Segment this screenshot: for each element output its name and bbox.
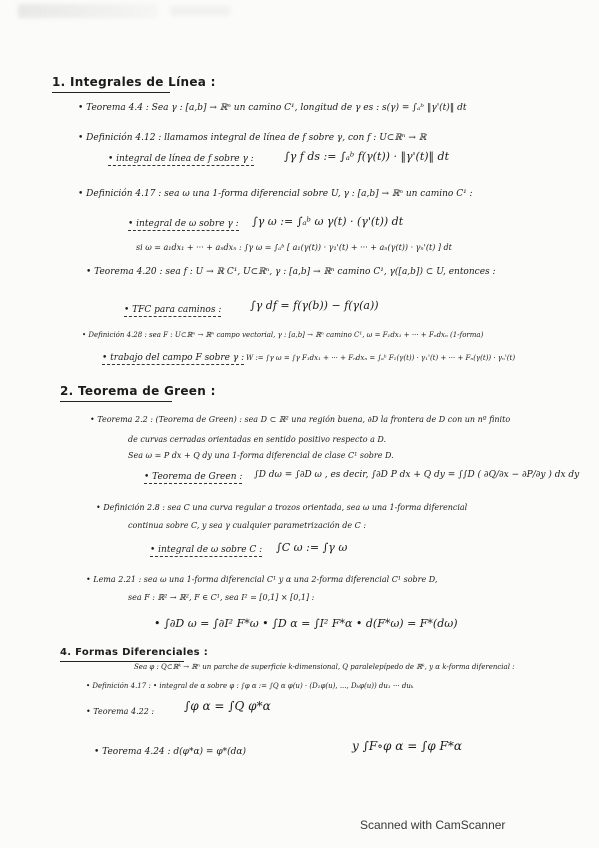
- definition-4-12: • Definición 4.12 : llamamos integral de línea de f sobre γ, con f : U⊂ℝⁿ → ℝ: [78, 133, 427, 143]
- theorem-4-4: • Teorema 4.4 : Sea γ : [a,b] → ℝⁿ un camino C¹, longitud de γ es : s(γ) = ∫ₐᵇ ‖γ'(t)‖ dt: [78, 103, 467, 113]
- camscanner-watermark: Scanned with CamScanner: [360, 818, 506, 832]
- lemma-2-21: • Lema 2.21 : sea ω una 1-forma diferencial C¹ y α una 2-forma diferencial C¹ sobre D,: [86, 575, 438, 584]
- green-theorem-formula: ∫D dω = ∫∂D ω , es decir, ∫∂D P dx + Q dy = ∫∫D ( ∂Q/∂x − ∂P/∂y ) dx dy: [254, 470, 580, 480]
- curve-integral-label: • integral de ω sobre C :: [150, 545, 263, 555]
- green-hypothesis-curves: de curvas cerradas orientadas en sentido positivo respecto a D.: [128, 435, 387, 444]
- theorem-4-22-formula: ∫φ α = ∫Q φ*α: [184, 699, 271, 713]
- definition-2-8-cont: continua sobre C, y sea γ cualquier parametrización de C :: [128, 521, 367, 530]
- section-4-underline: [60, 661, 184, 662]
- ftc-paths-label: • TFC para caminos :: [124, 305, 222, 315]
- definition-4-17: • Definición 4.17 : sea ω una 1-forma diferencial sobre U, γ : [a,b] → ℝⁿ un camino C¹ :: [78, 189, 473, 199]
- definition-4-17-forms: • Definición 4.17 : • integral de α sobre φ : ∫φ α := ∫Q α φ(u) · (D₁φ(u), ..., Dₖφ(u)) du₁ ··· duₖ: [86, 682, 414, 690]
- definition-2-8: • Definición 2.8 : sea C una curva regular a trozos orientada, sea ω una 1-forma diferencial: [96, 503, 468, 512]
- theorem-4-20: • Teorema 4.20 : sea f : U → ℝ C¹, U⊂ℝⁿ, γ : [a,b] → ℝⁿ camino C¹, γ([a,b]) ⊂ U, entonces :: [86, 267, 496, 277]
- line-integral-formula: ∫γ f ds := ∫ₐᵇ f(γ(t)) · ‖γ'(t)‖ dt: [284, 150, 450, 163]
- form-integral-label: • integral de ω sobre γ :: [128, 219, 239, 229]
- form-integral-formula: ∫γ ω := ∫ₐᵇ ω γ(t) · (γ'(t)) dt: [252, 215, 404, 228]
- patch-definition: Sea φ : Q⊂ℝᵏ → ℝⁿ un parche de superficie k-dimensional, Q paralelepípedo de ℝᵏ, y α k-forma diferencial :: [134, 663, 515, 671]
- green-hypothesis-form: Sea ω = P dx + Q dy una 1-forma diferencial de clase C¹ sobre D.: [128, 451, 394, 460]
- lemma-2-21-results: • ∫∂D ω = ∫∂I² F*ω • ∫D α = ∫I² F*α • d(F*ω) = F*(dω): [154, 617, 458, 630]
- section-4-title: 4. Formas Diferenciales :: [60, 647, 209, 658]
- section-2-underline: [60, 401, 172, 402]
- curve-integral-formula: ∫C ω := ∫γ ω: [276, 541, 348, 554]
- work-formula: W := ∫γ ω = ∫γ F₁dx₁ + ··· + Fₙdxₙ = ∫ₐᵇ F₁(γ(t)) · γ₁'(t) + ··· + Fₙ(γ(t)) · γₙ'(t): [246, 354, 516, 362]
- ftc-paths-formula: ∫γ df = f(γ(b)) − f(γ(a)): [250, 299, 379, 312]
- section-1-underline: [52, 92, 170, 93]
- theorem-4-24-integral: y ∫F∘φ α = ∫φ F*α: [352, 739, 462, 753]
- green-theorem-label: • Teorema de Green :: [144, 472, 243, 482]
- definition-4-28: • Definición 4.28 : sea F : U⊂ℝⁿ → ℝⁿ campo vectorial, γ : [a,b] → ℝⁿ camino C¹, ω = F₁dx₁ + ··· + Fₙdxₙ (1-forma): [82, 331, 484, 339]
- lemma-2-21-cont: sea F : ℝ² → ℝ², F ∈ C¹, sea I² = [0,1] × [0,1] :: [128, 593, 315, 602]
- section-1-title: 1. Integrales de Línea :: [52, 75, 216, 89]
- faded-header-mark: [170, 6, 230, 16]
- section-2-title: 2. Teorema de Green :: [60, 384, 216, 398]
- work-label: • trabajo del campo F sobre γ :: [102, 353, 245, 363]
- line-integral-label: • integral de línea de f sobre γ :: [108, 154, 254, 164]
- theorem-4-24: • Teorema 4.24 : d(φ*α) = φ*(dα): [94, 747, 246, 757]
- theorem-2-2-green: • Teorema 2.2 : (Teorema de Green) : sea D ⊂ ℝ² una región buena, ∂D la frontera de D con un nº finito: [90, 415, 511, 424]
- form-integral-expansion: si ω = a₁dx₁ + ··· + aₙdxₙ : ∫γ ω = ∫ₐᵇ [ a₁(γ(t)) · γ₁'(t) + ··· + aₙ(γ(t)) · γₙ'(t) ] dt: [136, 243, 452, 252]
- faded-header-mark: [18, 4, 158, 18]
- theorem-4-22-label: • Teorema 4.22 :: [86, 707, 155, 716]
